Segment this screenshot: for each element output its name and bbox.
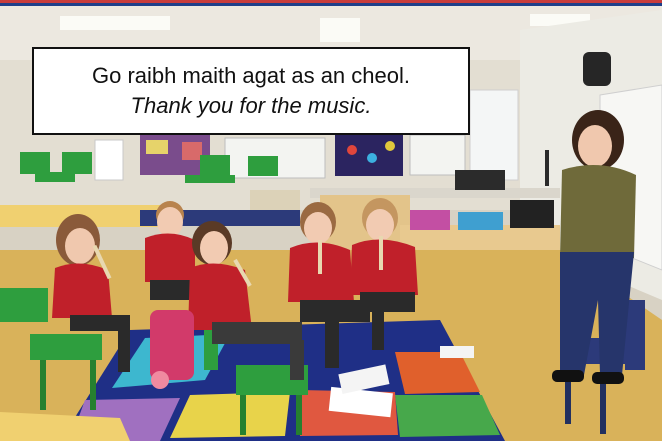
wall-poster: [182, 142, 202, 160]
ceiling-light: [320, 18, 360, 42]
star: [367, 153, 377, 163]
ceiling-light: [60, 16, 170, 30]
wall-sign: [95, 140, 123, 180]
wall-poster: [146, 140, 168, 154]
desk-items: [410, 210, 450, 230]
rug-tile: [395, 395, 500, 437]
laptop: [510, 200, 554, 228]
caption-box: [32, 47, 470, 135]
sheet-music: [440, 346, 474, 358]
caption-irish: Go raibh maith agat as an cheol.: [92, 63, 410, 88]
ball: [151, 371, 169, 389]
star: [347, 145, 357, 155]
school-bag: [150, 310, 194, 380]
window: [470, 90, 518, 180]
desk-items: [458, 212, 503, 230]
speaker: [583, 52, 611, 86]
caption-english: Thank you for the music.: [130, 93, 372, 118]
monitor: [455, 170, 505, 190]
window: [410, 135, 465, 175]
basket: [250, 190, 300, 210]
star: [385, 141, 395, 151]
top-strip-red: [0, 0, 662, 3]
